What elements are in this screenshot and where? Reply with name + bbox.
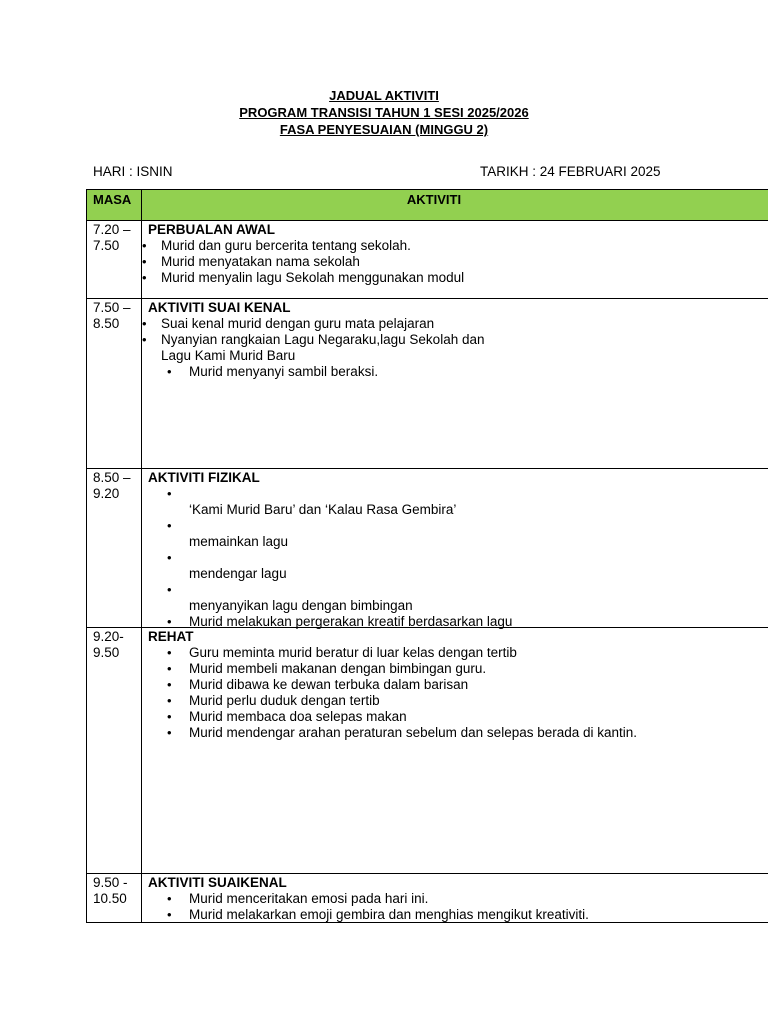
time-cell xyxy=(87,628,142,873)
list-item: • Murid dan guru bercerita tentang sekolah. xyxy=(142,238,768,254)
list-item: • mendengar lagu xyxy=(142,550,768,582)
time-end: 9.20 xyxy=(93,486,120,501)
list-item: • Suai kenal murid dengan guru mata pelajaran xyxy=(142,316,768,332)
list-item-text: Lagu Kami Murid Baru xyxy=(161,348,296,363)
list-item: • Guru meminta murid beratur di luar kelas dengan tertib xyxy=(142,645,768,661)
activity-cell xyxy=(142,874,768,922)
time-cell xyxy=(87,299,142,468)
document-titles xyxy=(0,87,768,138)
time-cell xyxy=(87,874,142,922)
time-end: 10.50 xyxy=(93,891,127,906)
list-item: • Murid perlu duduk dengan tertib xyxy=(142,693,768,709)
list-item: • Murid melakarkan emoji gembira dan menghias mengikut kreativiti. xyxy=(142,907,768,923)
time-start: 9.50 - xyxy=(93,875,128,890)
list-item: • Murid menyatakan nama sekolah xyxy=(142,254,768,270)
list-item: • ‘Kami Murid Baru’ dan ‘Kalau Rasa Gembira’ xyxy=(142,486,768,518)
list-item: • Murid melakukan pergerakan kreatif berdasarkan lagu xyxy=(142,614,768,630)
list-item: • Murid menyalin lagu Sekolah menggunakan modul xyxy=(142,270,768,286)
section-title: AKTIVITI SUAIKENAL xyxy=(148,875,287,890)
table-row xyxy=(86,299,768,469)
table-row xyxy=(86,469,768,628)
hari-label: HARI : ISNIN xyxy=(93,164,173,179)
section-title: AKTIVITI SUAI KENAL xyxy=(148,300,291,315)
list-item: • Murid menceritakan emosi pada hari ini. xyxy=(142,891,768,907)
time-start: 9.20- xyxy=(93,629,124,644)
header-aktiviti: AKTIVITI xyxy=(406,192,462,207)
list-item: • Murid membaca doa selepas makan xyxy=(142,709,768,725)
list-item: • Murid membeli makanan dengan bimbingan guru. xyxy=(142,661,768,677)
header-masa: MASA xyxy=(87,190,142,220)
time-cell xyxy=(87,469,142,627)
time-start: 8.50 – xyxy=(93,470,131,485)
list-item: • memainkan lagu xyxy=(142,518,768,550)
table-header xyxy=(86,189,768,221)
schedule-table xyxy=(86,189,768,923)
table-row xyxy=(86,628,768,874)
time-start: 7.20 – xyxy=(93,222,131,237)
time-end: 7.50 xyxy=(93,238,120,253)
section-title: AKTIVITI FIZIKAL xyxy=(148,470,260,485)
title-jadual: JADUAL AKTIVITI xyxy=(329,88,439,103)
section-title: PERBUALAN AWAL xyxy=(148,222,275,237)
list-item: • Murid mendengar arahan peraturan sebelum dan selepas berada di kantin. xyxy=(142,725,768,741)
title-fasa: FASA PENYESUAIAN (MINGGU 2) xyxy=(279,122,489,137)
list-item xyxy=(142,332,768,364)
time-end: 9.50 xyxy=(93,645,120,660)
time-end: 8.50 xyxy=(93,316,120,331)
section-title: REHAT xyxy=(148,629,194,644)
tarikh-label: TARIKH : 24 FEBRUARI 2025 xyxy=(480,164,661,179)
title-program: PROGRAM TRANSISI TAHUN 1 SESI 2025/2026 xyxy=(239,105,529,120)
table-row xyxy=(86,874,768,923)
time-start: 7.50 – xyxy=(93,300,131,315)
activity-cell xyxy=(142,628,768,873)
list-item-text: Nyanyian rangkaian Lagu Negaraku,lagu Sekolah dan xyxy=(161,332,485,347)
sub-list-item: • Murid menyanyi sambil beraksi. xyxy=(142,364,768,380)
table-row xyxy=(86,221,768,299)
list-item: • menyanyikan lagu dengan bimbingan xyxy=(142,582,768,614)
activity-cell xyxy=(142,469,768,627)
list-item: • Murid dibawa ke dewan terbuka dalam barisan xyxy=(142,677,768,693)
activity-cell xyxy=(142,299,768,468)
time-cell xyxy=(87,221,142,298)
activity-cell xyxy=(142,221,768,298)
